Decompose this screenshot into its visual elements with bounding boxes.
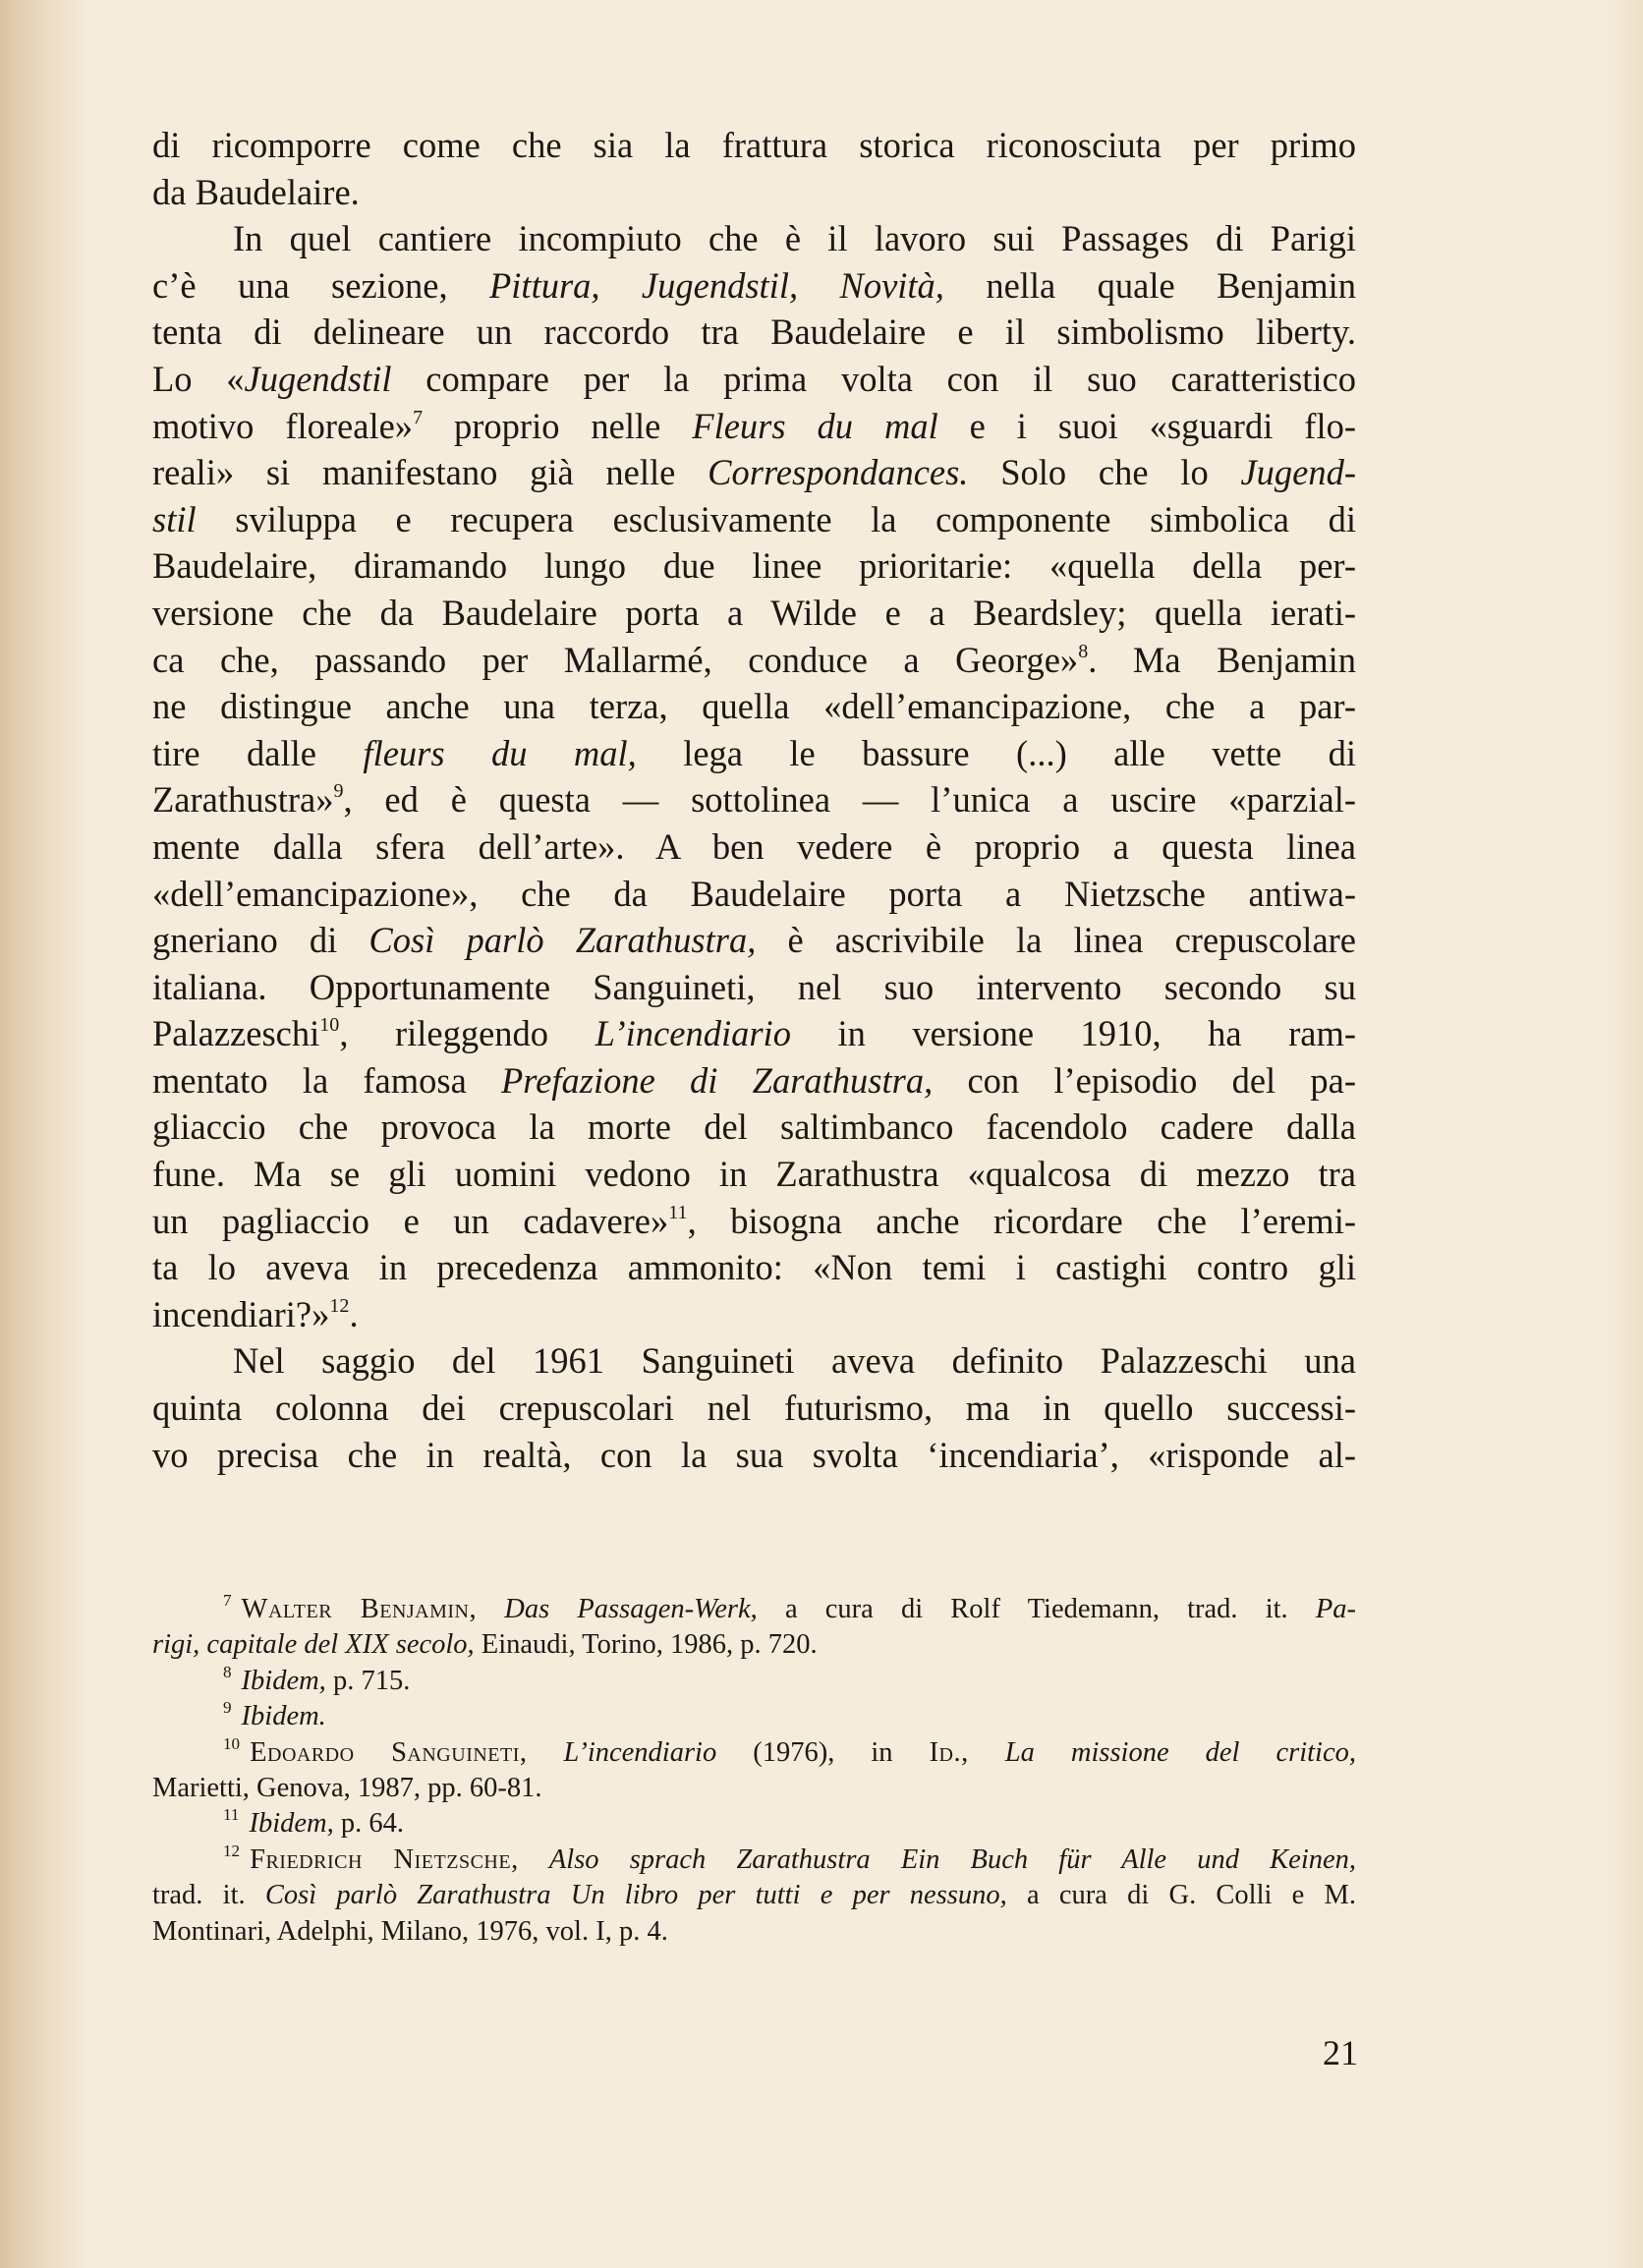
body-line: tenta di delineare un raccordo tra Baudelaire e il simbolismo liberty. — [152, 312, 1356, 353]
body-line: da Baudelaire. — [152, 171, 360, 212]
body-line: Baudelaire, diramando lungo due linee prioritarie: «quella della per- — [152, 545, 1356, 587]
body-line: un pagliaccio e un cadavere»$^{11}$, bisogna anche ricordare che l’eremi- — [152, 1200, 1356, 1241]
footnote-10-cont: Marietti, Genova, 1987, pp. 60-81. — [152, 1772, 542, 1803]
body-line: quinta colonna dei crepuscolari nel futurismo, ma in quello successi- — [152, 1388, 1356, 1429]
body-line: mentato la famosa Prefazione di Zarathustra, con l’episodio del pa- — [152, 1059, 1357, 1101]
footnote-8: $^8$ Ibidem, p. 715. — [223, 1662, 411, 1696]
body-line: versione che da Baudelaire porta a Wilde e a Beardsley; quella ierati- — [152, 592, 1356, 633]
footnote-ref: 11 — [668, 1201, 688, 1223]
footnote-ref: 9 — [333, 780, 344, 803]
body-line: c’è una sezione, Pittura, Jugendstil, Novità, nella quale Benjamin — [152, 264, 1356, 306]
body-line: gliaccio che provoca la morte del saltimbanco facendolo cadere dalla — [152, 1106, 1356, 1148]
body-line: fune. Ma se gli uomini vedono in Zarathustra «qualcosa di mezzo tra — [152, 1154, 1356, 1195]
footnote-10: $^{10}$ Edoardo Sanguineti, L’incendiario (1976), in Id., La missione del critico, — [223, 1733, 1356, 1768]
body-line: stil sviluppa e recupera esclusivamente la componente simbolica di — [152, 498, 1356, 539]
footnote-12-cont: trad. it. Così parlò Zarathustra Un libro per tutti e per nessuno, a cura di G. Colli e M. — [152, 1880, 1356, 1911]
body-line: italiana. Opportunamente Sanguineti, nel suo intervento secondo su — [152, 966, 1356, 1007]
body-line: motivo floreale»$^7$ proprio nelle Fleurs du mal e i suoi «sguardi flo- — [152, 405, 1356, 446]
footnotes — [152, 1592, 1356, 1950]
footnote-ref: 8 — [1078, 640, 1089, 662]
body-line: Zarathustra»$^9$, ed è questa — sottolinea — l’unica a uscire «parzial- — [152, 779, 1356, 821]
page-edge-shadow — [0, 0, 88, 2268]
footnote-ref: 7 — [413, 406, 424, 428]
footnote-9: $^9$ Ibidem. — [223, 1698, 326, 1732]
body-text — [152, 122, 1356, 1478]
body-line: Palazzeschi$^{10}$, rileggendo L’incendiario in versione 1910, ha ram- — [152, 1013, 1357, 1054]
body-line: In quel cantiere incompiuto che è il lavoro sui Passages di Parigi — [233, 218, 1356, 259]
body-line: mente dalla sfera dell’arte». A ben vedere è proprio a questa linea — [152, 825, 1356, 867]
body-line: incendiari?»$^{12}$. — [152, 1293, 359, 1334]
body-line: ta lo aveva in precedenza ammonito: «Non temi i castighi contro gli — [152, 1247, 1356, 1288]
body-line: vo precisa che in realtà, con la sua svolta ‘incendiaria’, «risponde al- — [152, 1434, 1356, 1475]
body-line: tire dalle fleurs du mal, lega le bassure (...) alle vette di — [152, 732, 1356, 773]
body-line: gneriano di Così parlò Zarathustra, è ascrivibile la linea crepuscolare — [152, 920, 1357, 961]
footnote-12: $^{12}$ Friedrich Nietzsche, Also sprach Zarathustra Ein Buch für Alle und Keinen, — [223, 1841, 1357, 1875]
footnote-7-cont: rigi, capitale del XIX secolo, Einaudi, Torino, 1986, p. 720. — [152, 1629, 818, 1661]
body-line: Lo «Jugendstil compare per la prima volta con il suo caratteristico — [152, 358, 1357, 399]
footnote-12-cont2: Montinari, Adelphi, Milano, 1976, vol. I, p. 4. — [152, 1915, 668, 1947]
footnote-7: $^7$ Walter Benjamin, Das Passagen-Werk, a cura di Rolf Tiedemann, trad. it. Pa- — [223, 1591, 1357, 1624]
footnote-ref: 10 — [319, 1014, 340, 1037]
body-line: «dell’emancipazione», che da Baudelaire porta a Nietzsche antiwa- — [152, 873, 1356, 914]
body-line: ne distingue anche una terza, quella «dell’emancipazione, che a par- — [152, 686, 1356, 727]
footnote-ref: 12 — [329, 1294, 350, 1317]
body-line: Nel saggio del 1961 Sanguineti aveva definito Palazzeschi una — [233, 1340, 1356, 1382]
body-line: ca che, passando per Mallarmé, conduce a George»$^8$. Ma Benjamin — [152, 639, 1356, 680]
footnote-11: $^{11}$ Ibidem, p. 64. — [223, 1805, 404, 1840]
page-edge-right — [1604, 0, 1643, 2268]
body-line: reali» si manifestano già nelle Correspondances. Solo che lo Jugend- — [152, 452, 1357, 493]
body-line: di ricomporre come che sia la frattura storica riconosciuta per primo — [152, 125, 1356, 165]
page-number: 21 — [1323, 2033, 1358, 2072]
